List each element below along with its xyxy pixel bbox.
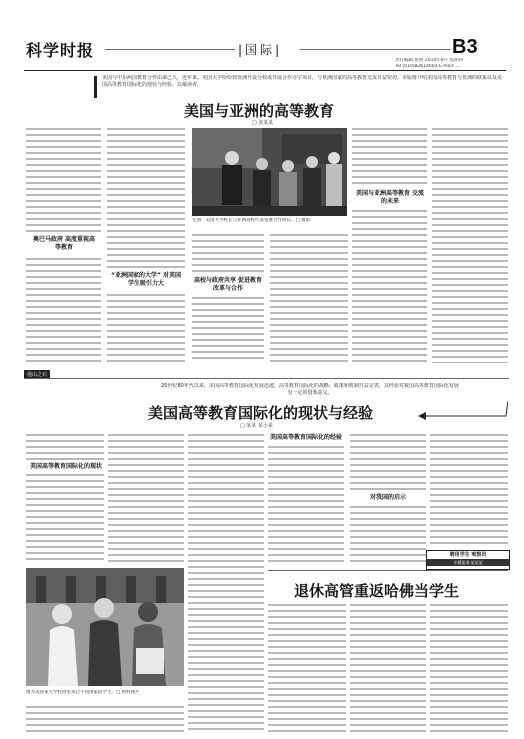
- masthead-rule-right: [300, 49, 450, 50]
- article3-col-1: [268, 604, 346, 734]
- article2-headline: 美国高等教育国际化的现状与经验: [148, 404, 374, 422]
- section-feature-tag: 他山之石: [24, 370, 50, 379]
- article1-col-5: [352, 128, 427, 186]
- article2-col-1c: [26, 706, 184, 732]
- article2-col-5b: [350, 506, 426, 564]
- article1-col-1: [26, 128, 101, 233]
- article1-photo-caption: 左图：美国大学校长与亚洲高校代表签署合作协议。□ 摄影: [192, 218, 311, 223]
- article1-col-3b: [192, 297, 264, 363]
- article1-subhead-2: “亚洲国家的大学” 对美国学生吸引力大: [111, 272, 181, 287]
- article2-col-1: [26, 434, 104, 460]
- article2-col-3: [188, 434, 264, 734]
- article1-col-6: [432, 128, 508, 363]
- article2-col-6: [430, 434, 508, 544]
- arrow-left-shape: [418, 401, 508, 431]
- article1-subhead-1: 奥巴马政府 高度重视高等教育: [32, 236, 96, 251]
- article1-col-2b: [107, 294, 185, 363]
- section-box-top: [24, 378, 509, 379]
- masthead-name: 科学时报: [26, 41, 95, 60]
- masthead-meta-2: Tel (010)82614603 E-mail: ...: [395, 64, 461, 69]
- article3-top-rule: [268, 570, 508, 571]
- article2-subhead-3: 对我国的启示: [369, 494, 406, 501]
- boxed-label: [426, 550, 510, 570]
- article2-col-2: [108, 434, 184, 564]
- arrow-left-icon: [418, 401, 508, 431]
- masthead-meta-1: 责任编辑 张明 2010年8月 星期四: [395, 58, 464, 63]
- boxed-label-title: 聘用学生 观察员: [449, 552, 487, 558]
- article3-col-2: [350, 604, 426, 734]
- article2-photo-caption: 图为美国某大学校园里来自不同国家的学生。□ 资料图片: [26, 690, 140, 695]
- article1-col-3: [192, 234, 264, 274]
- article2-col-5: [350, 434, 426, 490]
- section-name: 国际: [245, 43, 276, 57]
- article2-byline: □ 某某 某小某: [240, 423, 273, 429]
- page-code: B3: [452, 36, 478, 58]
- article2-subhead-2: 美国高等教育国际化的经验: [269, 434, 342, 441]
- article1-summary: 美国与中东两国教育合作由来已久，近年来，美国大学纷纷到亚洲开设分校或开展合作办学项目，与亚洲国家的高等教育交流日益密切。本版将介绍美国高等教育与亚洲的联系以及美国高等教育国际化的现状与经验，以飨读者。: [102, 75, 502, 88]
- article1-subhead-3: 高校与政府共享 促进教育改革与合作: [193, 277, 263, 292]
- article2-photo: [26, 568, 184, 686]
- masthead-rule-left: [105, 49, 235, 50]
- ceremony-photo: [192, 128, 347, 216]
- boxed-label-sub: 专题报道·某某某: [427, 559, 509, 566]
- article1-subhead-4: 美国与亚洲高等教育 交流的未来: [355, 190, 425, 205]
- masthead-bottom-rule: [24, 70, 506, 71]
- article2-subhead-1: 美国高等教育国际化的现状: [29, 463, 102, 470]
- students-photo: [26, 568, 184, 686]
- article2-summary: 20世纪80年代以来，美国高等教育国际化发展迅速，高等教育国际化的战略、政策和机制日益完善，其经验对我国高等教育国际化发展有一定的借鉴意义。: [161, 383, 459, 396]
- section-tag: |国际|: [238, 43, 283, 57]
- article1-byline: □ 张某某: [252, 120, 274, 126]
- article1-headline: 美国与亚洲的高等教育: [184, 102, 335, 120]
- article2-col-1b: [26, 474, 104, 564]
- article3-col-3: [430, 604, 508, 734]
- article1-photo: [192, 128, 347, 216]
- article1-col-5b: [352, 210, 427, 363]
- summary-bar-1: [94, 76, 97, 98]
- article1-col-2: [107, 128, 185, 268]
- article1-col-4: [270, 234, 348, 363]
- article1-col-1b: [26, 258, 101, 363]
- article2-col-4: [268, 446, 344, 564]
- article3-headline: 退休高管重返哈佛当学生: [294, 582, 460, 600]
